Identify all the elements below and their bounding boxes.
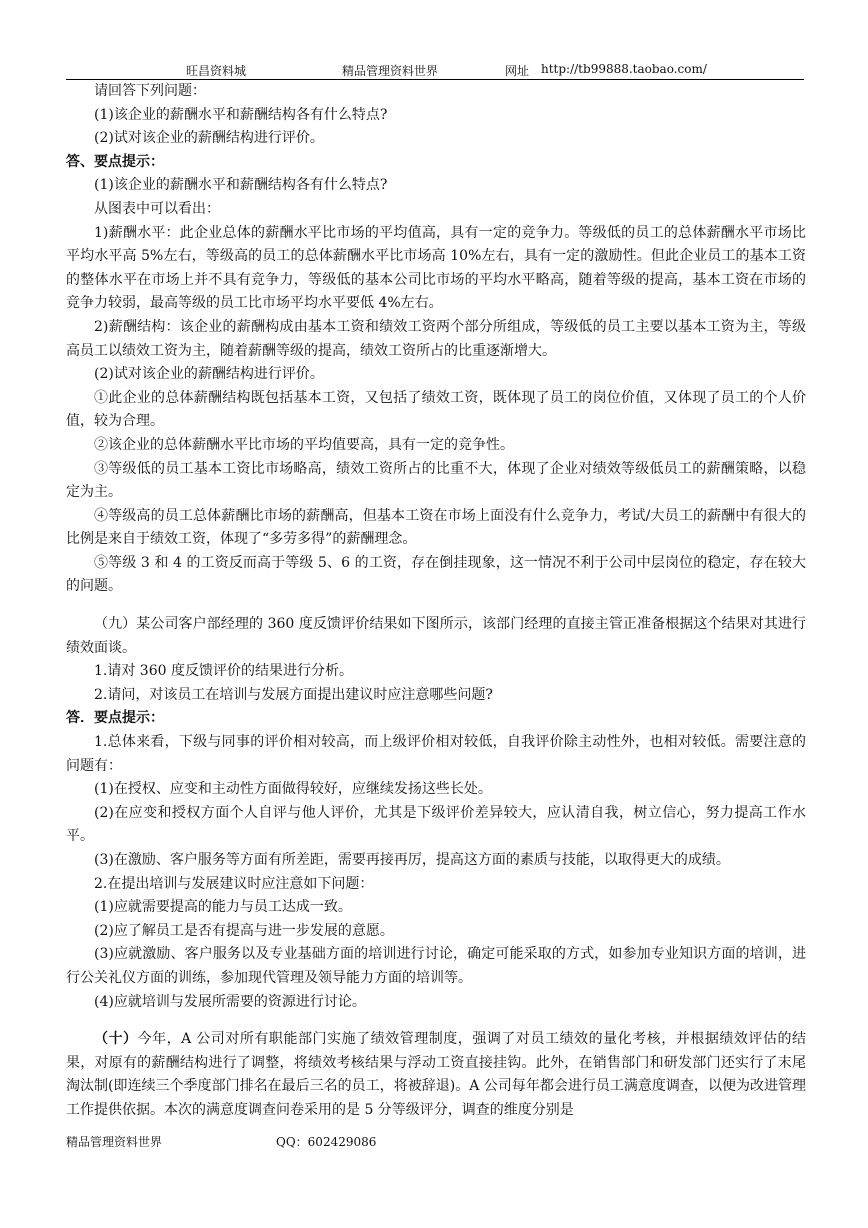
paragraph	[66, 458, 806, 505]
document-body	[66, 80, 806, 1123]
paragraph-text: (1)在授权、应变和主动性方面做得较好，应继续发扬这些长处。	[94, 781, 492, 798]
paragraph-text: (2)试对该企业的薪酬结构进行评价。	[94, 366, 324, 383]
header-site-name: 旺昌资料城	[186, 64, 247, 78]
paragraph-text: 请回答下列问题：	[94, 83, 206, 99]
paragraph	[66, 991, 806, 1015]
paragraph-text: (1)应就需要提高的能力与员工达成一致。	[94, 899, 352, 916]
paragraph	[66, 896, 806, 920]
paragraph	[66, 505, 806, 552]
paragraph	[66, 849, 806, 873]
answer-heading	[66, 151, 806, 175]
footer-qq: QQ：602429086	[276, 1135, 377, 1149]
paragraph-text: ①此企业的总体薪酬结构既包括基本工资，又包括了绩效工资，既体现了员工的岗位价值，又体现了员工的个人价值，较为合理。	[66, 389, 806, 430]
paragraph	[66, 174, 806, 198]
page-header	[0, 62, 868, 78]
paragraph-text: (1)该企业的薪酬水平和薪酬结构各有什么特点?	[94, 177, 388, 194]
paragraph-text: （九）某公司客户部经理的 360 度反馈评价结果如下图所示，该部门经理的直接主管正准备根据这个结果对其进行绩效面谈。	[66, 616, 806, 656]
paragraph-text: 答、要点提示：	[66, 153, 164, 170]
paragraph-text: 2.在提出培训与发展建议时应注意如下问题：	[94, 875, 374, 892]
paragraph-text: (1)该企业的薪酬水平和薪酬结构各有什么特点?	[94, 106, 388, 123]
paragraph	[66, 198, 806, 222]
paragraph	[66, 104, 806, 128]
paragraph	[66, 434, 806, 458]
paragraph-text: 1)薪酬水平：此企业总体的薪酬水平比市场的平均值高，具有一定的竞争力。等级低的员工的总体薪酬水平市场比平均水平高 5%左右，等级高的员工的总体薪酬水平比市场高 10%左右，具有一定的激励性。但此企业员工的基本工资的整体水平在市场上并不具有竞争力，等级低的基本公司比市场的平均水平略高，随着等级的提高，基本工资在市场的竞争力较弱，最高等级的员工比市场平均水平要低 4%左右。	[66, 224, 806, 312]
paragraph-text: 从图表中可以看出：	[94, 200, 220, 217]
paragraph-text: (3)在激励、客户服务等方面有所差距，需要再接再厉，提高这方面的素质与技能，以取得更大的成绩。	[94, 852, 730, 868]
section-number: （十）	[94, 1031, 138, 1048]
header-title: 精品管理资料世界	[342, 64, 439, 78]
header-url-label: 网址	[505, 64, 530, 78]
header-url-link[interactable]: http://tb99888.taobao.com/	[541, 62, 707, 76]
paragraph	[66, 387, 806, 434]
paragraph-text: (3)应就激励、客户服务以及专业基础方面的培训进行讨论，确定可能采取的方式，如参加专业知识方面的培训，进行公关礼仪方面的训练，参加现代管理及领导能力方面的培训等。	[66, 946, 806, 986]
paragraph	[66, 1028, 806, 1122]
paragraph-text: ③等级低的员工基本工资比市场略高，绩效工资所占的比重不大，体现了企业对绩效等级低员工的薪酬策略，以稳定为主。	[66, 460, 806, 501]
paragraph	[66, 222, 806, 316]
paragraph	[66, 873, 806, 897]
paragraph-text: (2)试对该企业的薪酬结构进行评价。	[94, 130, 324, 147]
paragraph	[66, 316, 806, 363]
paragraph-text: (2)在应变和授权方面个人自评与他人评价，尤其是下级评价差异较大，应认清自我，树立信心，努力提高工作水平。	[66, 804, 806, 845]
paragraph	[66, 920, 806, 944]
paragraph	[66, 660, 806, 684]
paragraph	[66, 363, 806, 387]
paragraph-text: ④等级高的员工总体薪酬比市场的薪酬高，但基本工资在市场上面没有什么竞争力，考试/大员工的薪酬中有很大的比例是来自于绩效工资，体现了“多劳多得”的薪酬理念。	[66, 507, 806, 548]
paragraph	[66, 684, 806, 708]
footer-site-name: 精品管理资料世界	[66, 1135, 163, 1149]
answer-heading	[66, 707, 806, 731]
paragraph-text: 2)薪酬结构：该企业的薪酬构成由基本工资和绩效工资两个部分所组成，等级低的员工主要以基本工资为主，等级高员工以绩效工资为主，随着薪酬等级的提高，绩效工资所占的比重逐渐增大。	[66, 318, 806, 359]
paragraph	[66, 80, 806, 104]
paragraph	[66, 943, 806, 990]
paragraph	[66, 802, 806, 849]
paragraph-text: ⑤等级 3 和 4 的工资反而高于等级 5、6 的工资，存在倒挂现象，这一情况不利于公司中层岗位的稳定，存在较大的问题。	[66, 554, 806, 595]
paragraph	[66, 731, 806, 778]
paragraph-text: (4)应就培训与发展所需要的资源进行讨论。	[94, 993, 366, 1010]
paragraph	[66, 552, 806, 599]
paragraph	[66, 127, 806, 151]
paragraph	[66, 613, 806, 660]
section-gap	[66, 599, 806, 613]
paragraph-text: ②该企业的总体薪酬水平比市场的平均值要高，具有一定的竞争性。	[94, 436, 514, 453]
paragraph-text: 1.请对 360 度反馈评价的结果进行分析。	[94, 663, 353, 680]
paragraph	[66, 778, 806, 802]
paragraph-text: 今年，A 公司对所有职能部门实施了绩效管理制度，强调了对员工绩效的量化考核，并根据绩效评估的结果，对原有的薪酬结构进行了调整，将绩效考核结果与浮动工资直接挂钩。此外，在销售部门和研发部门还实行了末尾淘汰制(即连续三个季度部门排名在最后三名的员工，将被辞退)。A 公司每年都会进行员工满意度调查，以便为改进管理工作提供依据。本次的满意度调查问卷采用的是 5 分等级评分，调查的维度分别是	[66, 1031, 806, 1118]
section-gap	[66, 1014, 806, 1028]
paragraph-text: 2.请问，对该员工在培训与发展方面提出建议时应注意哪些问题?	[94, 686, 493, 703]
paragraph-text: 1.总体来看，下级与同事的评价相对较高，而上级评价相对较低，自我评价除主动性外，也相对较低。需要注意的问题有：	[66, 734, 806, 774]
paragraph-text: (2)应了解员工是否有提高与进一步发展的意愿。	[94, 922, 394, 939]
paragraph-text: 答．要点提示：	[66, 710, 164, 727]
page-footer	[0, 1133, 868, 1149]
